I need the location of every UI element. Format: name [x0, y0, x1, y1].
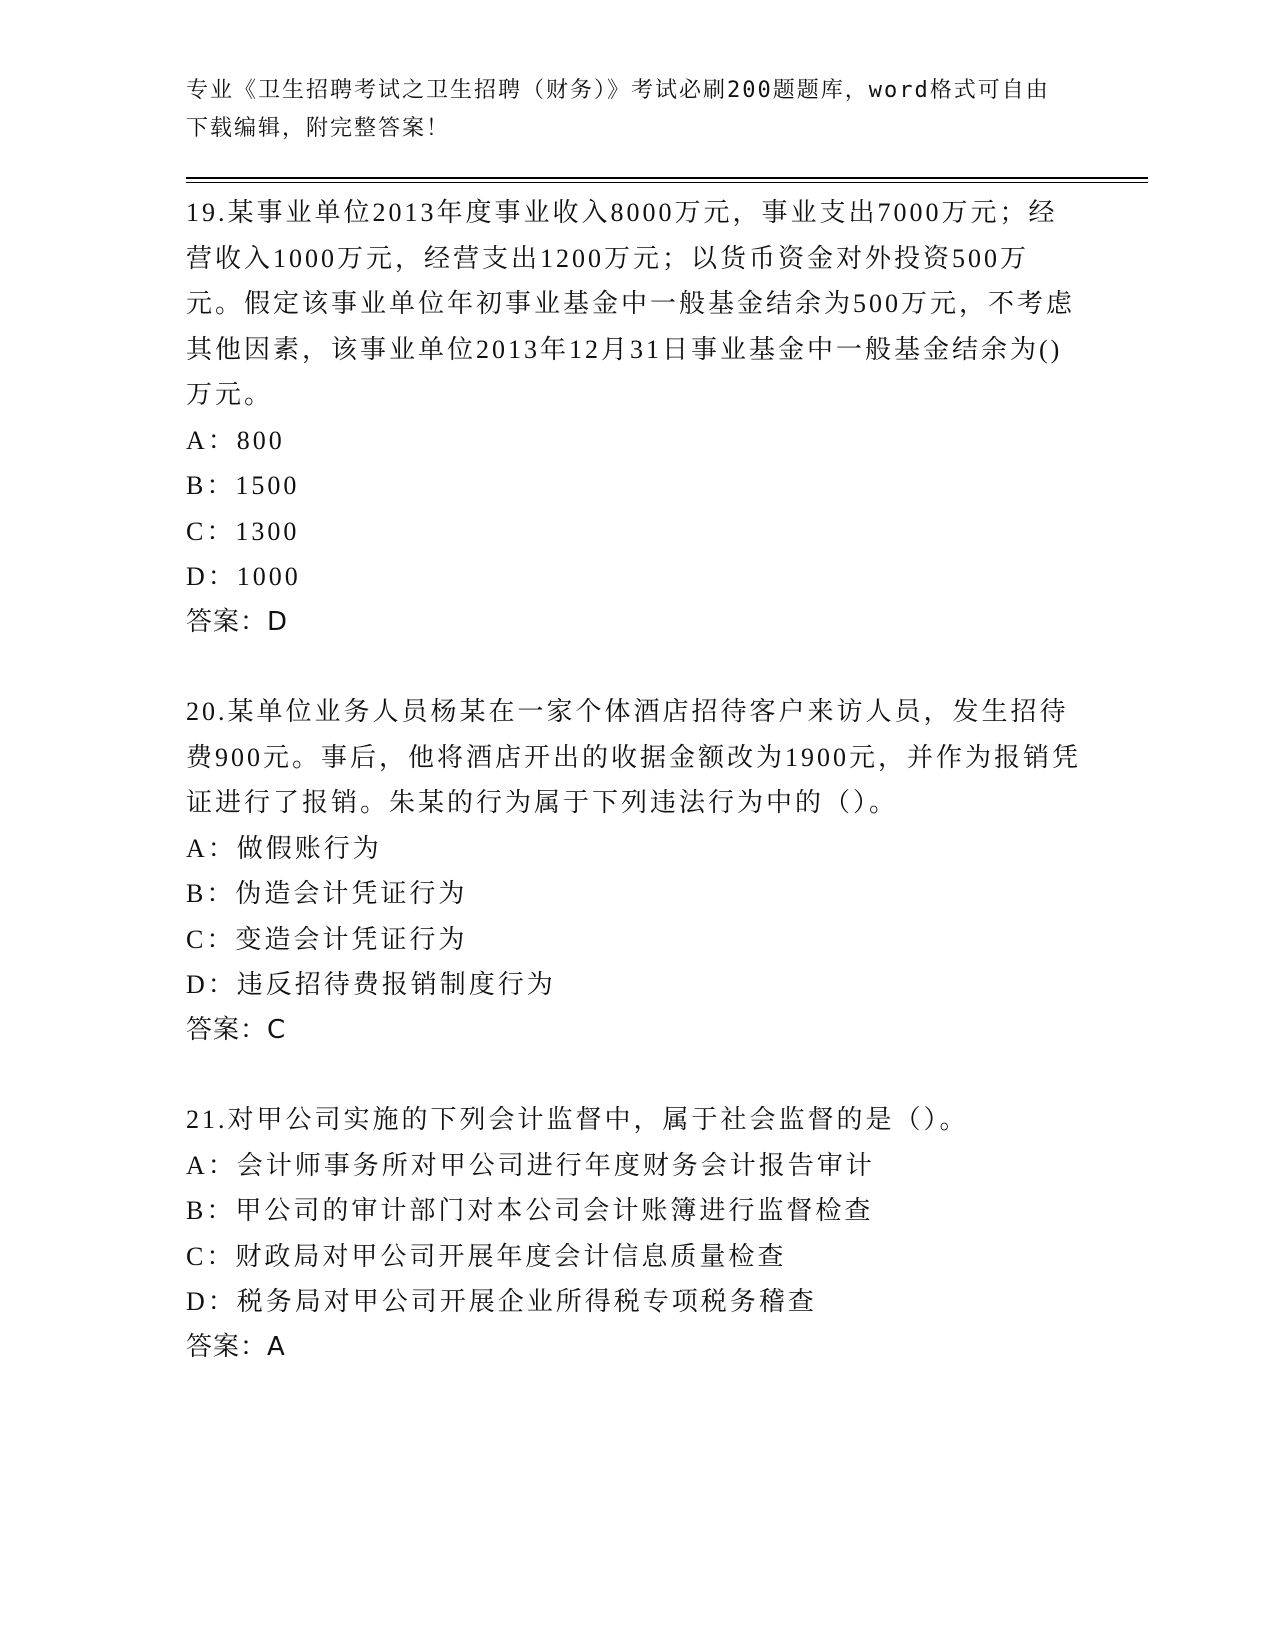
header-divider-thin: [186, 182, 1148, 183]
option-c: C：变造会计凭证行为: [186, 924, 468, 954]
document-header: 专业《卫生招聘考试之卫生招聘（财务）》考试必刷200题题库，word格式可自由下载编辑，附完整答案！: [186, 78, 1050, 141]
answer-line: 答案：D: [186, 606, 289, 637]
question-stem: 20.某单位业务人员杨某在一家个体酒店招待客户来访人员，发生招待费900元。事后，他将酒店开出的收据金额改为1900元，并作为报销凭证进行了报销。朱某的行为属于下列违法行为中的（）。: [186, 697, 1082, 817]
option-b: B：伪造会计凭证行为: [186, 879, 468, 908]
answer-line: 答案：C: [186, 1014, 287, 1045]
question-21: [186, 1097, 1086, 1370]
header-divider-thick: [186, 177, 1148, 179]
question-20: [186, 689, 1086, 1053]
option-b: B：甲公司的审计部门对本公司会计账簿进行监督检查: [186, 1196, 874, 1225]
question-19: [186, 190, 1086, 645]
option-d: D：违反招待费报销制度行为: [186, 970, 556, 999]
option-c: C：财政局对甲公司开展年度会计信息质量检查: [186, 1241, 787, 1271]
option-a: A：做假账行为: [186, 833, 382, 863]
option-b: B：1500: [186, 471, 300, 500]
option-c: C：1300: [186, 516, 300, 546]
option-d: D：税务局对甲公司开展企业所得税专项税务稽查: [186, 1287, 817, 1316]
question-stem: 21.对甲公司实施的下列会计监督中，属于社会监督的是（）。: [186, 1105, 969, 1134]
question-spacer: [186, 645, 1086, 689]
option-a: A：800: [186, 425, 285, 455]
question-stem: 19.某事业单位2013年度事业收入8000万元，事业支出7000万元；经营收入1000万元，经营支出1200万元；以货币资金对外投资500万元。假定该事业单位年初事业基金中一般基金结余为500万元，不考虑其他因素，该事业单位2013年12月31日事业基金中一般基金结余为()万元。: [186, 198, 1076, 409]
question-list: [186, 190, 1086, 1370]
question-spacer: [186, 1053, 1086, 1097]
option-a: A：会计师事务所对甲公司进行年度财务会计报告审计: [186, 1150, 875, 1180]
answer-line: 答案：A: [186, 1331, 286, 1362]
option-d: D：1000: [186, 562, 301, 591]
